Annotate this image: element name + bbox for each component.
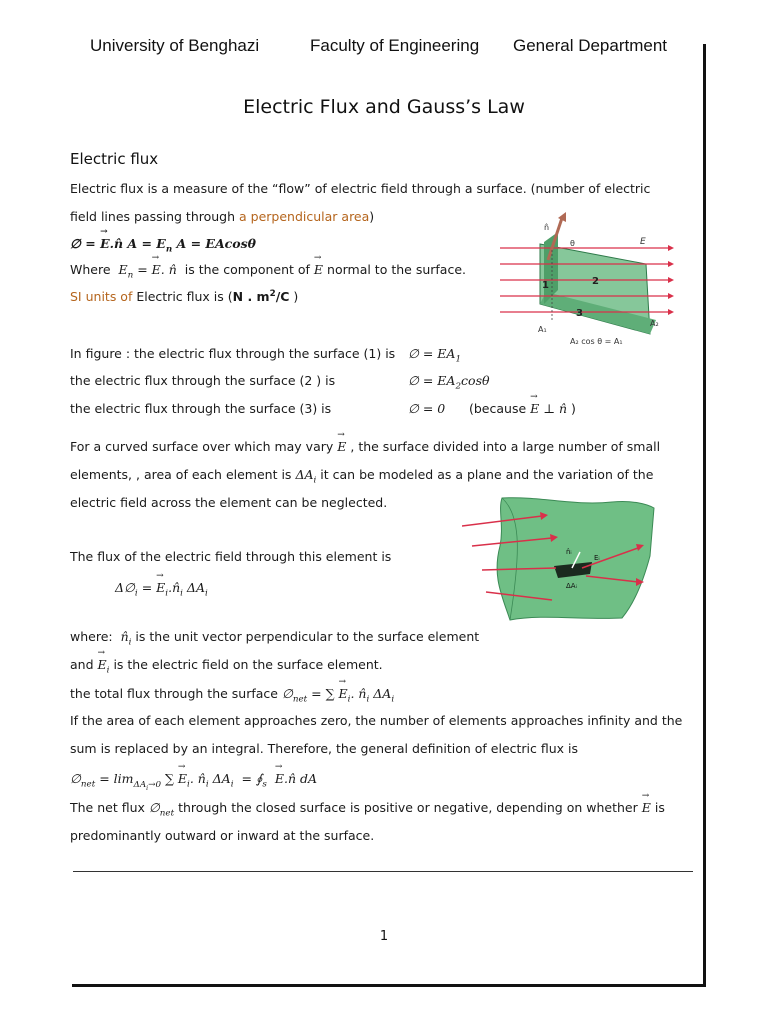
si-units-sup: 2 — [269, 289, 276, 299]
figure1-label-E: E — [640, 237, 646, 247]
page-title: Electric Flux and Gauss’s Law — [243, 96, 525, 118]
si-units-label: SI units of — [70, 289, 133, 305]
net-line-1c: is — [654, 800, 665, 815]
flux-eq-3: ∅ = 0 — [408, 401, 446, 416]
limit-line-1: If the area of each element approaches zero, the number of elements approaches infinity and the — [70, 713, 683, 728]
where-prefix: Where — [70, 262, 111, 277]
figure1-caption: A₂ cos θ = A₁ — [570, 337, 623, 346]
figure1-label-n: n̂ — [544, 223, 550, 232]
figure-caption-2: the electric flux through the surface (2 ) is — [70, 373, 336, 388]
curved-line-2a: elements, , area of each element is — [70, 467, 292, 482]
and-line: and → $E_i$ is the electric field on the surface element. — [70, 657, 383, 676]
where-suffix: is the component of — [184, 262, 310, 277]
header-faculty: Faculty of Engineering — [310, 36, 480, 55]
figure1-label-theta: θ — [570, 239, 575, 248]
page-number: 1 — [379, 929, 389, 944]
flux-surface-figure — [500, 212, 690, 352]
net-line-1b: through the closed surface is positive or negative, depending on whether — [178, 800, 638, 815]
intro-line-1: Electric flux is a measure of the “flow” of electric field through a surface. (number of electric — [70, 181, 651, 196]
because-note: (because → E ⊥ n̂ ) — [469, 401, 576, 416]
figure1-label-2: 2 — [592, 276, 599, 287]
curved-line-2b: it can be modeled as a plane and the variation of the — [320, 467, 654, 482]
figure2-label-dA: ΔAᵢ — [566, 582, 577, 590]
header-university: University of Benghazi — [90, 36, 260, 55]
si-units-text: Electric flux is ( — [136, 289, 233, 305]
where2-prefix: where: — [70, 629, 113, 644]
figure1-label-1: 1 — [542, 280, 549, 291]
element-flux-equation: $\Delta\emptyset_i$ = → $E_i.n̂_i$ $\Delta A_i$ — [115, 580, 208, 599]
limit-line-2: sum is replaced by an integral. Therefore, the general definition of electric flux is — [70, 741, 579, 756]
figure-caption-3: the electric flux through the surface (3) is — [70, 401, 332, 416]
element-flux-text: The flux of the electric field through this element is — [70, 549, 392, 564]
intro-line-2c: ) — [369, 209, 375, 224]
total-flux-text: the total flux through the surface — [70, 686, 278, 701]
net-line-1a: The net flux — [70, 800, 145, 815]
flux-definition-equation: ∅ = → E.n̂ $A = E_n$ A = EAcosθ — [70, 236, 256, 255]
si-units-value: N . m — [232, 289, 270, 305]
page-border-bottom — [72, 984, 706, 987]
curved-line-2: elements, , area of each element is $\Delta A_i$ it can be modeled as a plane and the variation of the — [70, 467, 654, 486]
curved-line-1a: For a curved surface over which may vary — [70, 439, 334, 454]
figure2-label-E: Eᵢ — [594, 554, 600, 562]
because-text: (because — [469, 401, 527, 416]
footer-divider — [73, 871, 693, 872]
section-heading: Electric flux — [70, 150, 159, 168]
intro-line-2a: field lines passing through — [70, 209, 240, 224]
flux-eq-2: ∅ = $EA_2\cos\theta$ — [408, 373, 490, 392]
figure1-label-3: 3 — [576, 308, 583, 319]
figure1-label-A2: A₂ — [650, 319, 659, 328]
page-border-right — [703, 44, 706, 987]
curved-line-1b: , the surface divided into a large number of small — [350, 439, 661, 454]
where-line: Where $E_n$ = → E. n̂ is the component of → E normal to the surface. — [70, 262, 466, 281]
curved-line-1: For a curved surface over which may vary → E , the surface divided into a large number of small — [70, 439, 660, 454]
figure-caption-1: In figure : the electric flux through the surface (1) is — [70, 346, 396, 361]
total-flux-line: the total flux through the surface $\emptyset_{net}$ = ∑ → $E_i$. $n̂_i$ $\Delta A_i$ — [70, 686, 394, 705]
curved-surface-figure — [462, 496, 662, 624]
intro-highlight: a perpendicular area — [239, 209, 370, 224]
and-suffix: is the electric field on the surface element. — [113, 657, 383, 672]
where2-line: where: $n̂_i$ is the unit vector perpendicular to the surface element — [70, 629, 480, 648]
si-units-close: ) — [293, 289, 299, 305]
figure2-label-n: n̂ᵢ — [566, 548, 572, 556]
flux-eq-1: ∅ = $EA_1$ — [408, 346, 462, 365]
curved-line-3: electric field across the element can be neglected. — [70, 495, 388, 510]
si-units-tail: /C — [275, 289, 290, 305]
intro-line-2 — [70, 209, 374, 224]
where2-suffix: is the unit vector perpendicular to the surface element — [135, 629, 480, 644]
net-line-2: predominantly outward or inward at the surface. — [70, 828, 375, 843]
header-department: General Department — [513, 36, 668, 55]
figure1-label-A1: A₁ — [538, 325, 547, 334]
si-units-line — [70, 289, 298, 304]
where-end: normal to the surface. — [327, 262, 466, 277]
and-prefix: and — [70, 657, 94, 672]
net-line-1: The net flux $\emptyset_{net}$ through the closed surface is positive or negative, depending on whether → E is — [70, 800, 665, 819]
net-flux-equation: $\emptyset_{net} = \lim_{\Delta A_i\to 0}$ ∑ → $E_i$. $n̂_i$ $\Delta A_i$ = $∮_s$ → E.n̂ dA — [70, 771, 317, 791]
